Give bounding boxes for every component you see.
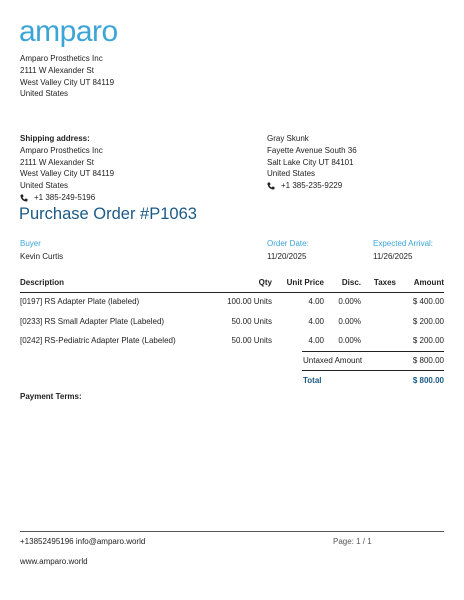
expected-arrival-block: [373, 239, 433, 261]
footer-website: www.amparo.world: [20, 557, 88, 566]
row-unit-price: 4.00: [308, 336, 324, 345]
total-label: Total: [303, 376, 322, 385]
vendor-name: Gray Skunk: [267, 134, 309, 143]
untaxed-value: $ 800.00: [412, 356, 444, 365]
vendor-city: Salt Lake City UT 84101: [267, 157, 354, 167]
row-qty: 50.00 Units: [231, 336, 272, 345]
vendor-address: [267, 133, 357, 192]
row-amount: $ 200.00: [412, 317, 444, 326]
shipping-phone: +1 385-249-5196: [34, 192, 96, 202]
untaxed-label: Untaxed Amount: [303, 356, 363, 365]
col-header-description: Description: [20, 278, 65, 287]
company-logo: [19, 14, 123, 52]
company-street: 2111 W Alexander St: [20, 65, 94, 75]
page-title: Purchase Order #P1063: [19, 205, 197, 223]
summary-divider: [302, 370, 444, 371]
logo-text: amparo: [19, 15, 118, 48]
shipping-address: [20, 133, 114, 204]
company-name: Amparo Prosthetics Inc: [20, 54, 103, 63]
col-header-qty: Qty: [258, 278, 272, 287]
col-header-taxes: Taxes: [373, 278, 396, 287]
row-amount: $ 200.00: [412, 336, 444, 345]
shipping-name: Amparo Prosthetics Inc: [20, 145, 103, 155]
company-address: [20, 53, 114, 100]
shipping-phone-row: [20, 192, 114, 204]
vendor-phone: +1 385-235-9229: [281, 181, 343, 191]
row-amount: $ 400.00: [412, 297, 444, 306]
total-value: $ 800.00: [412, 376, 444, 385]
order-date-label: Order Date:: [267, 239, 309, 248]
footer-page-number: Page: 1 / 1: [333, 537, 372, 546]
row-disc: 0.00%: [338, 297, 361, 306]
buyer-block: [20, 239, 63, 261]
phone-icon: [267, 182, 275, 190]
shipping-label: Shipping address:: [20, 134, 90, 143]
vendor-street: Fayette Avenue South 36: [267, 145, 357, 155]
shipping-country: United States: [20, 181, 69, 191]
col-header-unit-price: Unit Price: [286, 278, 324, 287]
row-unit-price: 4.00: [308, 297, 324, 306]
shipping-city: West Valley City UT 84119: [20, 169, 115, 179]
vendor-phone-row: [267, 180, 357, 192]
footer-contact: +13852495196 info@amparo.world: [20, 537, 146, 546]
payment-terms-label: Payment Terms:: [20, 392, 82, 401]
phone-icon: [20, 194, 28, 202]
company-city: West Valley City UT 84119: [20, 77, 115, 87]
table-header-divider: [20, 292, 444, 293]
order-date-value: 11/20/2025: [267, 252, 307, 261]
footer-divider: [20, 531, 444, 532]
expected-arrival-value: 11/26/2025: [373, 252, 413, 261]
col-header-disc: Disc.: [341, 278, 361, 287]
summary-top-divider: [302, 351, 444, 352]
row-qty: 50.00 Units: [231, 317, 272, 326]
expected-arrival-label: Expected Arrival:: [373, 239, 434, 248]
vendor-country: United States: [267, 169, 316, 179]
row-unit-price: 4.00: [308, 317, 324, 326]
row-disc: 0.00%: [338, 336, 361, 345]
row-disc: 0.00%: [338, 317, 361, 326]
row-qty: 100.00 Units: [227, 297, 272, 306]
row-description: [0242] RS-Pediatric Adapter Plate (Labeled): [20, 336, 176, 345]
shipping-street: 2111 W Alexander St: [20, 157, 94, 167]
company-country: United States: [20, 89, 69, 99]
row-description: [0233] RS Small Adapter Plate (Labeled): [20, 317, 165, 326]
order-date-block: [267, 239, 309, 261]
buyer-value: Kevin Curtis: [20, 252, 64, 261]
col-header-amount: Amount: [413, 278, 444, 287]
buyer-label: Buyer: [20, 239, 41, 248]
row-description: [0197] RS Adapter Plate (labeled): [20, 297, 140, 306]
